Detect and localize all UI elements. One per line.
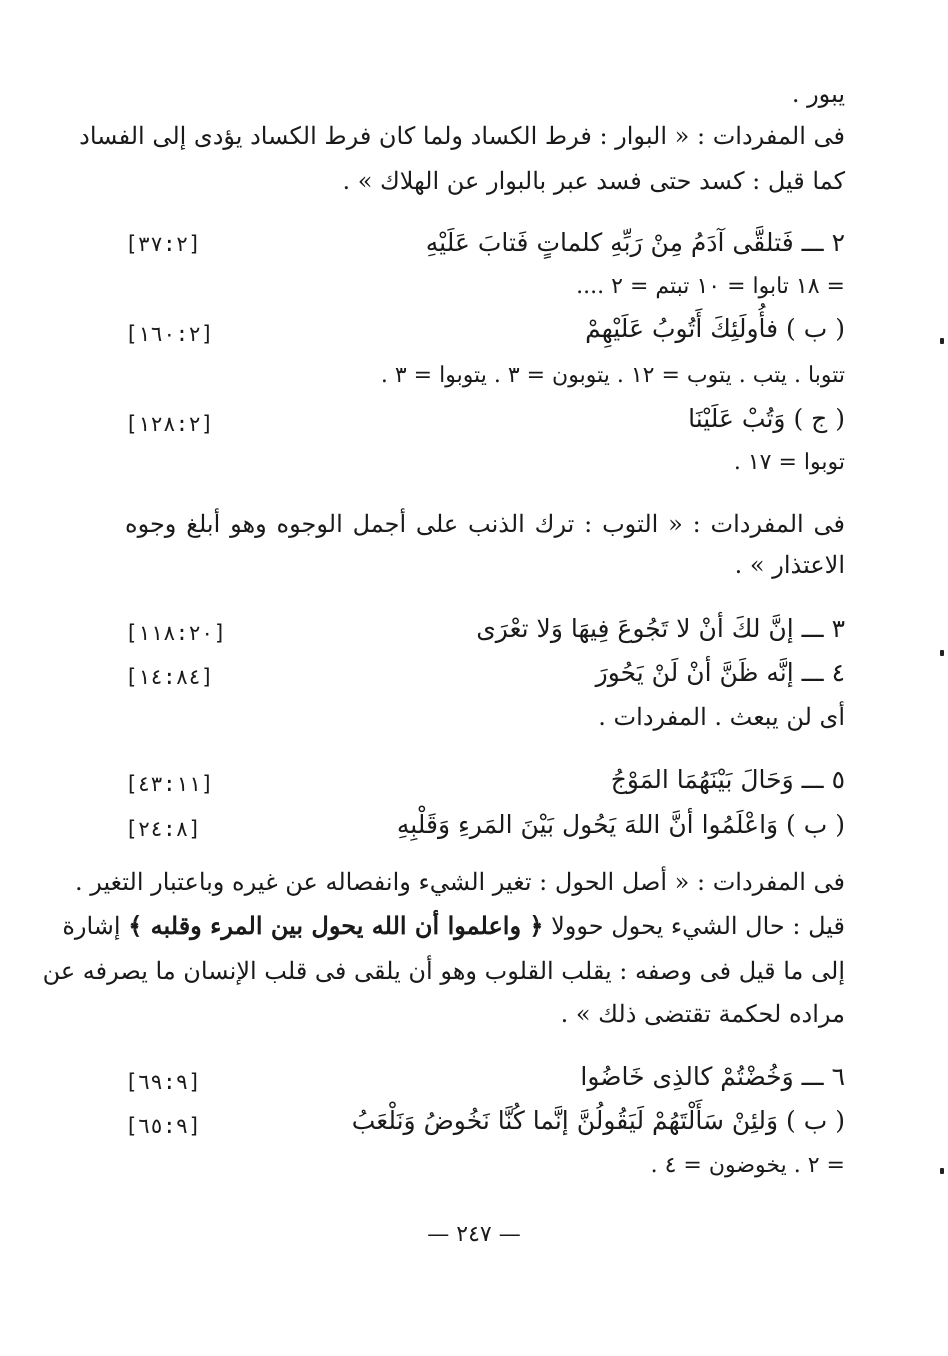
text-line: الاعتذار » .: [734, 551, 845, 579]
verse-reference: [٦٩:٩]: [125, 1070, 201, 1094]
verse-reference: [٢٤:٨]: [125, 817, 201, 841]
verse-6b: ( ب ) وَلئِنْ سَأَلْتَهُمْ لَيَقُولُنَّ إنَّما كُنَّا نَخُوضُ وَنَلْعَبُ: [351, 1106, 845, 1135]
text-line: [62, 910, 845, 942]
text-line: فى المفردات : « التوب : ترك الذنب على أجمل الوجوه وهو أبلغ وجوه: [125, 510, 845, 538]
margin-mark: [940, 650, 944, 656]
verse-reference: [١١٨:٢٠]: [125, 621, 227, 645]
verse-reference: [٤٣:١١]: [125, 772, 214, 796]
text-line: توبوا = ١٧ .: [733, 450, 845, 475]
verse-2c: ( ج ) وَتُبْ عَلَيْنَا: [688, 404, 845, 433]
verse-2: ٢ ـــ فَتلقَّى آدَمُ مِنْ رَبِّهِ كلماتٍ فَتابَ عَلَيْهِ: [425, 228, 845, 257]
text-segment: إشارة: [62, 912, 121, 940]
text-line: تتوبا . يتب . يتوب = ١٢ . يتوبون = ٣ . يتوبوا = ٣ .: [380, 363, 845, 388]
text-line: أى لن يبعث . المفردات .: [598, 703, 845, 731]
verse-2b: ( ب ) فأُولَئِكَ أَتُوبُ عَلَيْهِمْ: [585, 314, 845, 343]
verse-reference: [١٤:٨٤]: [125, 665, 214, 689]
verse-4: ٤ ـــ إنَّه ظَنَّ أنْ لَنْ يَحُورَ: [595, 658, 845, 687]
text-segment: قيل : حال الشيء يحول حوولا: [551, 912, 845, 940]
text-line: = ٢ . يخوضون = ٤ .: [650, 1153, 845, 1178]
verse-5b: ( ب ) وَاعْلَمُوا أنَّ اللهَ يَحُول بَيْنَ المَرءِ وَقَلْبِهِ: [396, 810, 845, 839]
verse-6: ٦ ـــ وَخُضْتُمْ كالذِى خَاضُوا: [580, 1062, 845, 1091]
verse-3: ٣ ـــ إنَّ لكَ أنْ لا تَجُوعَ فِيهَا وَلا تعْرَى: [476, 614, 845, 643]
verse-5: ٥ ـــ وَحَالَ بَيْنَهُمَا المَوْجُ: [610, 765, 845, 794]
text-line: مراده لحكمة تقتضى ذلك » .: [560, 1000, 845, 1028]
page-number: — ٢٤٧ —: [427, 1222, 521, 1247]
verse-reference: [١٢٨:٢]: [125, 412, 214, 436]
margin-mark: [940, 1168, 944, 1174]
verse-reference: [٣٧:٢]: [125, 232, 201, 256]
verse-reference: [٦٥:٩]: [125, 1114, 201, 1138]
margin-mark: [940, 338, 944, 344]
text-line: فى المفردات : « البوار : فرط الكساد ولما كان فرط الكساد يؤدى إلى الفساد: [79, 122, 845, 150]
verse-reference: [١٦٠:٢]: [125, 322, 214, 346]
text-line: يبور .: [791, 80, 845, 108]
quoted-verse: ﴿ واعلموا أن الله يحول بين المرء وقلبه ﴾: [128, 911, 544, 940]
text-line: كما قيل : كسد حتى فسد عبر بالبوار عن الهلاك » .: [342, 167, 845, 195]
text-line: إلى ما قيل فى وصفه : يقلب القلوب وهو أن يلقى فى قلب الإنسان ما يصرفه عن: [42, 957, 845, 985]
text-line: = ١٨ تابوا = ١٠ تبتم = ٢ ....: [576, 274, 845, 299]
text-line: فى المفردات : « أصل الحول : تغير الشيء وانفصاله عن غيره وباعتبار التغير .: [74, 868, 845, 896]
